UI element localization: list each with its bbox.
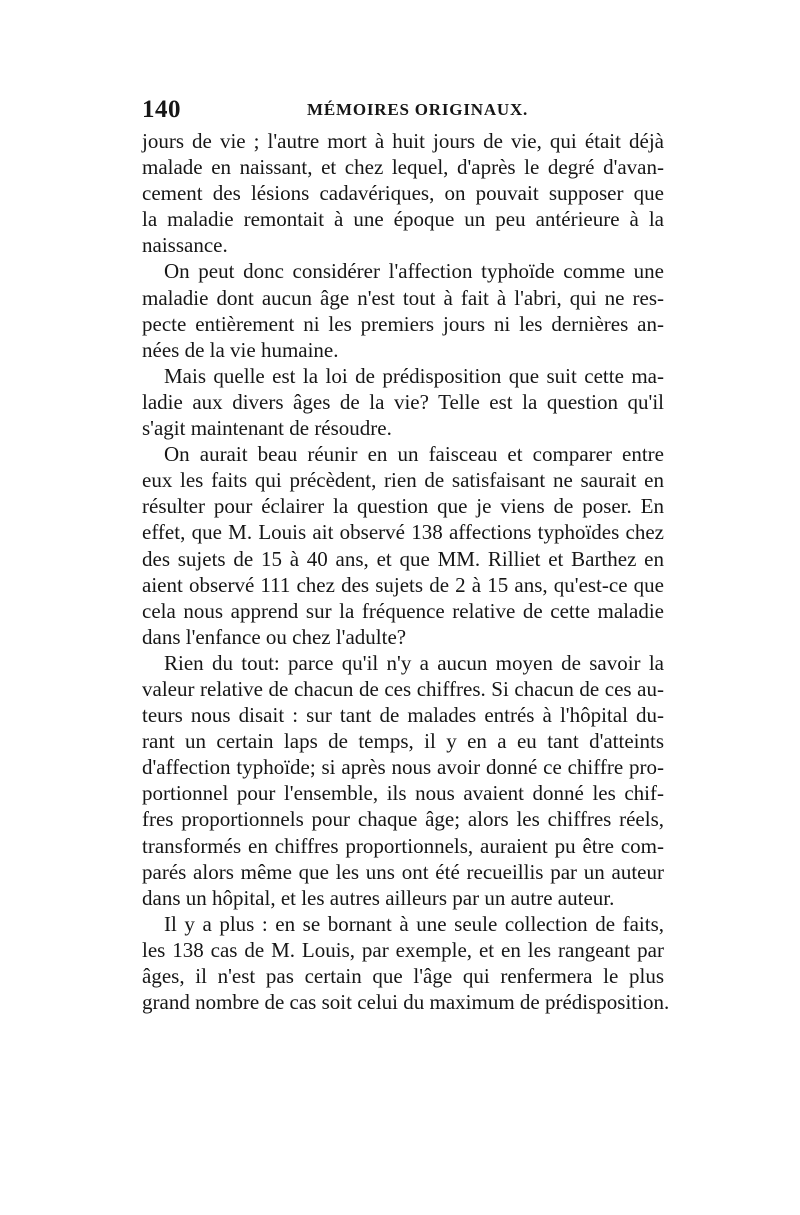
text-line: d'affection typhoïde; si après nous avoir donné ce chiffre pro- [142,755,664,780]
text-line: les 138 cas de M. Louis, par exemple, et en les rangeant par [142,937,664,962]
text-line: malade en naissant, et chez lequel, d'après le degré d'avan- [142,155,664,180]
text-line: cela nous apprend sur la fréquence relative de cette maladie [142,598,664,623]
text-line: dans l'enfance ou chez l'adulte? [142,624,407,649]
text-line: fres proportionnels pour chaque âge; alors les chiffres réels, [142,807,664,832]
paragraph [142,258,664,362]
text-line: pecte entièrement ni les premiers jours ni les dernières an- [142,311,664,336]
paragraph [142,650,664,911]
text-line: rant un certain laps de temps, il y en a eu tant d'atteints [142,729,664,754]
text-line: naissance. [142,233,228,258]
text-line: nées de la vie humaine. [142,337,339,362]
text-line: Mais quelle est la loi de prédisposition que suit cette ma- [164,363,664,388]
text-line: des sujets de 15 à 40 ans, et que MM. Rilliet et Barthez en [142,546,664,571]
text-line: maladie dont aucun âge n'est tout à fait à l'abri, qui ne res- [142,285,664,310]
text-line: valeur relative de chacun de ces chiffres. Si chacun de ces au- [142,676,664,701]
text-line: On peut donc considérer l'affection typhoïde comme une [164,259,664,284]
text-line: la maladie remontait à une époque un peu antérieure à la [142,207,664,232]
text-line: aient observé 111 chez des sujets de 2 à 15 ans, qu'est-ce que [142,572,664,597]
text-line: parés alors même que les uns ont été recueillis par un auteur [142,859,664,884]
text-line: ladie aux divers âges de la vie? Telle est la question qu'il [142,389,664,414]
text-line: eux les faits qui précèdent, rien de satisfaisant ne saurait en [142,468,664,493]
paragraph [142,363,664,441]
text-line: résulter pour éclairer la question que je viens de poser. En [142,494,664,519]
running-title: MÉMOIRES ORIGINAUX. [307,100,529,119]
text-line: cement des lésions cadavériques, on pouvait supposer que [142,181,664,206]
text-line: portionnel pour l'ensemble, ils nous avaient donné les chif- [142,781,664,806]
body-text [142,128,670,1015]
paragraph [142,911,670,1015]
text-line: teurs nous disait : sur tant de malades entrés à l'hôpital du- [142,703,664,728]
text-line: transformés en chiffres proportionnels, auraient pu être com- [142,833,664,858]
page-number: 140 [142,96,181,123]
running-head [142,96,664,126]
text-line: s'agit maintenant de résoudre. [142,416,392,441]
text-line: effet, que M. Louis ait observé 138 affections typhoïdes chez [142,520,664,545]
paragraph [142,128,664,258]
text-line: âges, il n'est pas certain que l'âge qui renfermera le plus [142,964,664,988]
text-line: Rien du tout: parce qu'il n'y a aucun moyen de savoir la [164,650,664,675]
text-line: On aurait beau réunir en un faisceau et comparer entre [164,442,664,467]
text-line: dans un hôpital, et les autres ailleurs par un autre auteur. [142,885,615,910]
paragraph [142,441,664,650]
text-line: Il y a plus : en se bornant à une seule collection de faits, [164,911,664,936]
text-line: grand nombre de cas soit celui du maximum de prédisposition. [142,990,670,1015]
text-line: jours de vie ; l'autre mort à huit jours de vie, qui était déjà [142,129,664,153]
